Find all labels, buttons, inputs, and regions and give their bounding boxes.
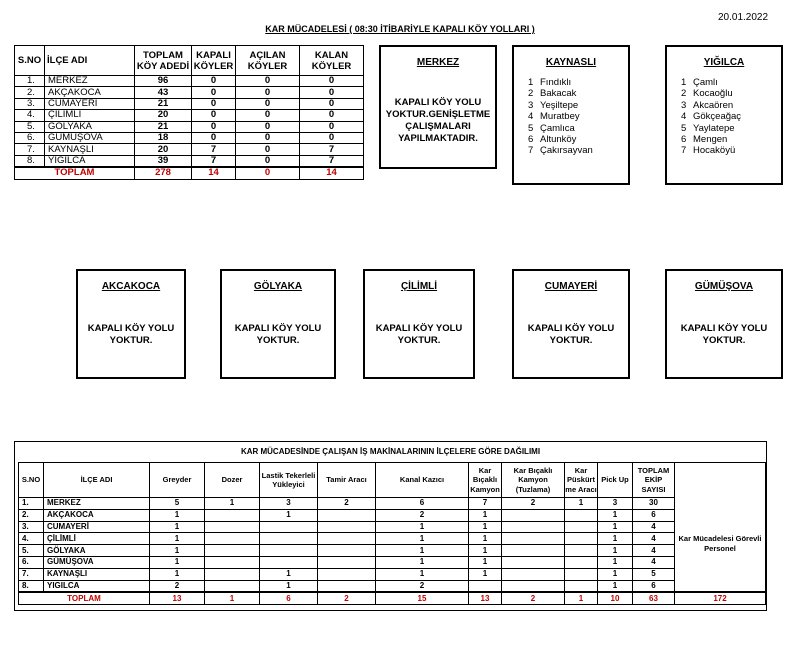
row-value — [318, 580, 376, 592]
row-value: 1 — [469, 568, 502, 580]
row-value — [565, 568, 598, 580]
total-value: 1 — [205, 592, 260, 604]
row-value — [502, 509, 565, 521]
row-value — [260, 556, 318, 568]
row-value: 1 — [150, 545, 205, 557]
box-golyaka-title: GÖLYAKA — [253, 281, 303, 292]
row-kapali: 0 — [192, 121, 236, 132]
row-value: 3 — [598, 498, 633, 510]
item-number: 7 — [528, 145, 534, 157]
row-value: 1 — [598, 533, 633, 545]
row-toplam: 18 — [135, 132, 192, 143]
list-item — [681, 100, 741, 111]
row-value — [502, 556, 565, 568]
closed-roads-table — [14, 45, 364, 180]
total-value: 2 — [318, 592, 376, 604]
row-district: ÇİLİMLİ — [44, 533, 150, 545]
row-value: 30 — [633, 498, 675, 510]
row-acilan: 0 — [236, 87, 300, 98]
list-item — [681, 134, 741, 145]
row-district: GÖLYAKA — [45, 121, 135, 132]
row-value: 3 — [260, 498, 318, 510]
row-district: MERKEZ — [44, 498, 150, 510]
row-value: 1 — [150, 533, 205, 545]
box-golyaka — [220, 269, 336, 379]
total-row — [15, 167, 364, 179]
total-value: 1 — [565, 592, 598, 604]
list-item — [681, 123, 741, 134]
list-item — [528, 111, 593, 122]
machines-header-row — [19, 463, 766, 498]
row-acilan: 0 — [236, 144, 300, 155]
table-row — [19, 545, 766, 557]
row-value: 2 — [376, 509, 469, 521]
row-sno: 7. — [19, 568, 44, 580]
item-village: Akcaören — [693, 99, 734, 111]
row-value: 1 — [260, 509, 318, 521]
row-kalan: 0 — [300, 110, 364, 121]
row-toplam: 96 — [135, 76, 192, 87]
row-value: 1 — [150, 556, 205, 568]
row-sno: 8. — [19, 580, 44, 592]
box-yigilca-title: YIĞILCA — [703, 57, 745, 68]
row-sno: 2. — [15, 87, 45, 98]
row-value: 4 — [633, 533, 675, 545]
list-item — [528, 77, 593, 88]
row-value — [318, 521, 376, 533]
box-merkez-title: MERKEZ — [416, 57, 460, 68]
row-district: CUMAYERİ — [44, 521, 150, 533]
table-row — [15, 98, 364, 109]
item-number: 2 — [681, 88, 687, 100]
machines-table — [18, 462, 766, 605]
list-item — [681, 88, 741, 99]
row-kalan: 0 — [300, 121, 364, 132]
row-kapali: 0 — [192, 110, 236, 121]
row-value — [205, 509, 260, 521]
row-sno: 4. — [19, 533, 44, 545]
row-value — [318, 509, 376, 521]
report-title — [0, 24, 800, 34]
row-sno: 4. — [15, 110, 45, 121]
row-kapali: 7 — [192, 144, 236, 155]
list-item — [528, 145, 593, 156]
item-number: 2 — [528, 88, 534, 100]
box-kaynasli — [512, 45, 630, 185]
box-cilimli-title: ÇİLİMLİ — [400, 281, 438, 292]
row-kapali: 0 — [192, 132, 236, 143]
list-item — [528, 134, 593, 145]
row-value: 2 — [502, 498, 565, 510]
machines-header-10: Pick Up — [598, 463, 633, 498]
row-value — [565, 533, 598, 545]
row-district: MERKEZ — [45, 76, 135, 87]
row-kapali: 7 — [192, 155, 236, 167]
row-value: 1 — [376, 521, 469, 533]
machines-header-2: Greyder — [150, 463, 205, 498]
row-value: 1 — [598, 509, 633, 521]
row-value — [260, 533, 318, 545]
machines-header-1: İLÇE ADI — [44, 463, 150, 498]
item-village: Gökçeağaç — [693, 111, 742, 123]
row-value — [205, 521, 260, 533]
row-value: 1 — [376, 568, 469, 580]
table-row — [15, 144, 364, 155]
header-remaining: KALAN KÖYLER — [300, 46, 364, 76]
machines-header-personel-blank — [675, 463, 766, 498]
row-value: 1 — [469, 533, 502, 545]
total-value: 10 — [598, 592, 633, 604]
list-item — [681, 111, 741, 122]
row-value: 5 — [633, 568, 675, 580]
box-yigilca — [665, 45, 783, 185]
row-kalan: 7 — [300, 144, 364, 155]
row-district: GÖLYAKA — [44, 545, 150, 557]
row-value: 4 — [633, 521, 675, 533]
row-value — [205, 545, 260, 557]
row-sno: 7. — [15, 144, 45, 155]
list-item — [681, 145, 741, 156]
total-value: 13 — [150, 592, 205, 604]
table-row — [19, 521, 766, 533]
table-row — [19, 580, 766, 592]
item-number: 3 — [681, 99, 687, 111]
row-value — [502, 533, 565, 545]
row-value: 2 — [150, 580, 205, 592]
header-total-villages: TOPLAM KÖY ADEDİ — [135, 46, 192, 76]
item-number: 1 — [681, 77, 687, 88]
box-cilimli-text: KAPALI KÖY YOLU YOKTUR. — [375, 323, 463, 346]
row-value — [260, 521, 318, 533]
row-value — [205, 533, 260, 545]
header-district: İLÇE ADI — [45, 46, 135, 76]
row-value: 1 — [598, 521, 633, 533]
row-district: KAYNAŞLI — [44, 568, 150, 580]
item-number: 1 — [528, 77, 534, 88]
row-value — [469, 580, 502, 592]
item-number: 5 — [681, 122, 687, 134]
machines-header-9: Kar Püskürt me Aracı — [565, 463, 598, 498]
box-cumayeri — [512, 269, 630, 379]
table-row — [19, 568, 766, 580]
item-village: Fındıklı — [540, 77, 572, 88]
list-item — [681, 77, 741, 88]
row-value — [502, 580, 565, 592]
row-toplam: 43 — [135, 87, 192, 98]
row-acilan: 0 — [236, 110, 300, 121]
row-value: 6 — [376, 498, 469, 510]
row-value: 7 — [469, 498, 502, 510]
row-value — [502, 568, 565, 580]
header-opened: AÇILAN KÖYLER — [236, 46, 300, 76]
row-acilan: 0 — [236, 76, 300, 87]
report-title-text: KAR MÜCADELESİ ( 08:30 İTİBARİYLE KAPALI KÖY YOLLARI ) — [265, 24, 535, 34]
item-number: 7 — [681, 145, 687, 157]
row-value — [318, 533, 376, 545]
row-value: 1 — [469, 509, 502, 521]
row-value: 2 — [318, 498, 376, 510]
item-number: 4 — [681, 111, 687, 123]
row-district: AKÇAKOCA — [44, 509, 150, 521]
item-village: Çamlıca — [540, 122, 575, 134]
row-toplam: 39 — [135, 155, 192, 167]
row-kalan: 7 — [300, 155, 364, 167]
item-village: Kocaoğlu — [693, 88, 733, 100]
total-value: 6 — [260, 592, 318, 604]
machines-header-6: Kanal Kazıcı — [376, 463, 469, 498]
table-row — [15, 76, 364, 87]
machines-table-title: KAR MÜCADESİNDE ÇALIŞAN İŞ MAKİNALARININ İLÇELERE GÖRE DAĞILIMI — [240, 447, 541, 456]
row-value — [502, 521, 565, 533]
table-row — [19, 533, 766, 545]
row-value — [565, 521, 598, 533]
table-header-row — [15, 46, 364, 76]
row-value: 1 — [469, 545, 502, 557]
row-value — [205, 568, 260, 580]
total-toplam: 278 — [135, 167, 192, 179]
row-value: 1 — [469, 521, 502, 533]
row-district: GÜMÜŞOVA — [45, 132, 135, 143]
table-row — [19, 498, 766, 510]
row-value — [318, 568, 376, 580]
total-value: 13 — [469, 592, 502, 604]
row-kalan: 0 — [300, 76, 364, 87]
table-row — [15, 121, 364, 132]
table-row — [15, 110, 364, 121]
box-gumusova — [665, 269, 783, 379]
machines-header-11: TOPLAM EKİP SAYISI — [633, 463, 675, 498]
row-kapali: 0 — [192, 98, 236, 109]
total-value: 2 — [502, 592, 565, 604]
box-kaynasli-title: KAYNASLI — [545, 57, 597, 68]
item-number: 6 — [681, 134, 687, 146]
row-value: 2 — [376, 580, 469, 592]
row-value — [205, 580, 260, 592]
table-row — [15, 132, 364, 143]
row-value: 1 — [469, 556, 502, 568]
list-item — [528, 100, 593, 111]
row-value — [565, 509, 598, 521]
row-value — [260, 545, 318, 557]
row-district: CUMAYERİ — [45, 98, 135, 109]
row-toplam: 21 — [135, 121, 192, 132]
box-merkez — [379, 45, 497, 169]
row-value — [502, 545, 565, 557]
row-value: 6 — [633, 580, 675, 592]
row-sno: 6. — [15, 132, 45, 143]
row-kalan: 0 — [300, 87, 364, 98]
row-sno: 5. — [19, 545, 44, 557]
row-value — [565, 580, 598, 592]
machines-header-5: Tamir Aracı — [318, 463, 376, 498]
personel-label: Kar Mücadelesi Görevli Personel — [675, 498, 766, 593]
row-value: 1 — [598, 545, 633, 557]
row-value — [205, 556, 260, 568]
box-cilimli — [363, 269, 475, 379]
total-label: TOPLAM — [19, 592, 150, 604]
total-kapali: 14 — [192, 167, 236, 179]
box-cumayeri-text: KAPALI KÖY YOLU YOKTUR. — [527, 323, 615, 346]
row-value — [318, 545, 376, 557]
row-district: GÜMÜŞOVA — [44, 556, 150, 568]
item-village: Çakırsayvan — [540, 145, 593, 157]
row-district: AKÇAKOCA — [45, 87, 135, 98]
row-value: 4 — [633, 545, 675, 557]
row-toplam: 21 — [135, 98, 192, 109]
total-value: 15 — [376, 592, 469, 604]
row-district: YIGILCA — [45, 155, 135, 167]
table-row — [19, 509, 766, 521]
row-acilan: 0 — [236, 132, 300, 143]
row-sno: 2. — [19, 509, 44, 521]
table-row — [15, 87, 364, 98]
total-label: TOPLAM — [15, 167, 135, 179]
row-value: 1 — [598, 580, 633, 592]
row-sno: 1. — [19, 498, 44, 510]
row-value: 5 — [150, 498, 205, 510]
box-akcakoca-title: AKCAKOCA — [101, 281, 161, 292]
box-kaynasli-list — [528, 77, 593, 157]
table-row — [15, 155, 364, 167]
row-value: 4 — [633, 556, 675, 568]
row-district: ÇİLİMLİ — [45, 110, 135, 121]
machines-header-0: S.NO — [19, 463, 44, 498]
item-village: Çamlı — [693, 77, 718, 88]
header-sno: S.NO — [15, 46, 45, 76]
row-kalan: 0 — [300, 98, 364, 109]
row-sno: 6. — [19, 556, 44, 568]
row-value: 1 — [205, 498, 260, 510]
item-village: Bakacak — [540, 88, 577, 100]
row-acilan: 0 — [236, 121, 300, 132]
item-number: 6 — [528, 134, 534, 146]
row-sno: 3. — [15, 98, 45, 109]
total-row — [19, 592, 766, 604]
row-sno: 1. — [15, 76, 45, 87]
box-golyaka-text: KAPALI KÖY YOLU YOKTUR. — [234, 323, 322, 346]
box-gumusova-title: GÜMÜŞOVA — [694, 281, 754, 292]
row-value: 1 — [150, 568, 205, 580]
row-kalan: 0 — [300, 132, 364, 143]
total-kalan: 14 — [300, 167, 364, 179]
table-row — [19, 556, 766, 568]
row-sno: 3. — [19, 521, 44, 533]
row-value: 1 — [376, 545, 469, 557]
box-cumayeri-title: CUMAYERİ — [544, 281, 598, 292]
machines-header-4: Lastik Tekerleli Yükleyici — [260, 463, 318, 498]
box-yigilca-list — [681, 77, 741, 157]
row-kapali: 0 — [192, 76, 236, 87]
box-gumusova-text: KAPALI KÖY YOLU YOKTUR. — [680, 323, 768, 346]
list-item — [528, 123, 593, 134]
item-village: Muratbey — [540, 111, 580, 123]
row-value — [318, 556, 376, 568]
header-closed: KAPALI KÖYLER — [192, 46, 236, 76]
total-personel: 172 — [675, 592, 766, 604]
box-akcakoca-text: KAPALI KÖY YOLU YOKTUR. — [87, 323, 175, 346]
row-value — [565, 556, 598, 568]
machines-header-3: Dozer — [205, 463, 260, 498]
row-kapali: 0 — [192, 87, 236, 98]
row-value: 1 — [376, 556, 469, 568]
item-village: Hocaköyü — [693, 145, 736, 157]
total-value: 63 — [633, 592, 675, 604]
row-toplam: 20 — [135, 110, 192, 121]
box-merkez-text: KAPALI KÖY YOLU YOKTUR.GENİŞLETME ÇALIŞMALARI YAPILMAKTADIR. — [385, 97, 491, 144]
row-sno: 8. — [15, 155, 45, 167]
report-date: 20.01.2022 — [718, 12, 769, 23]
row-value — [565, 545, 598, 557]
row-value: 1 — [565, 498, 598, 510]
item-village: Yaylatepe — [693, 122, 735, 134]
machines-header-7: Kar Bıçaklı Kamyon — [469, 463, 502, 498]
row-value: 1 — [598, 556, 633, 568]
item-village: Mengen — [693, 134, 728, 146]
item-number: 4 — [528, 111, 534, 123]
row-value: 6 — [633, 509, 675, 521]
total-acilan: 0 — [236, 167, 300, 179]
row-district: KAYNAŞLI — [45, 144, 135, 155]
row-value: 1 — [150, 521, 205, 533]
item-number: 3 — [528, 99, 534, 111]
item-village: Yeşiltepe — [540, 99, 579, 111]
row-toplam: 20 — [135, 144, 192, 155]
item-number: 5 — [528, 122, 534, 134]
list-item — [528, 88, 593, 99]
machines-header-8: Kar Bıçaklı Kamyon (Tuzlama) — [502, 463, 565, 498]
row-acilan: 0 — [236, 98, 300, 109]
box-akcakoca — [76, 269, 186, 379]
row-value: 1 — [260, 580, 318, 592]
row-value: 1 — [150, 509, 205, 521]
row-value: 1 — [598, 568, 633, 580]
row-value: 1 — [376, 533, 469, 545]
row-value: 1 — [260, 568, 318, 580]
row-district: YIGILCA — [44, 580, 150, 592]
row-sno: 5. — [15, 121, 45, 132]
item-village: Altunköy — [540, 134, 577, 146]
row-acilan: 0 — [236, 155, 300, 167]
